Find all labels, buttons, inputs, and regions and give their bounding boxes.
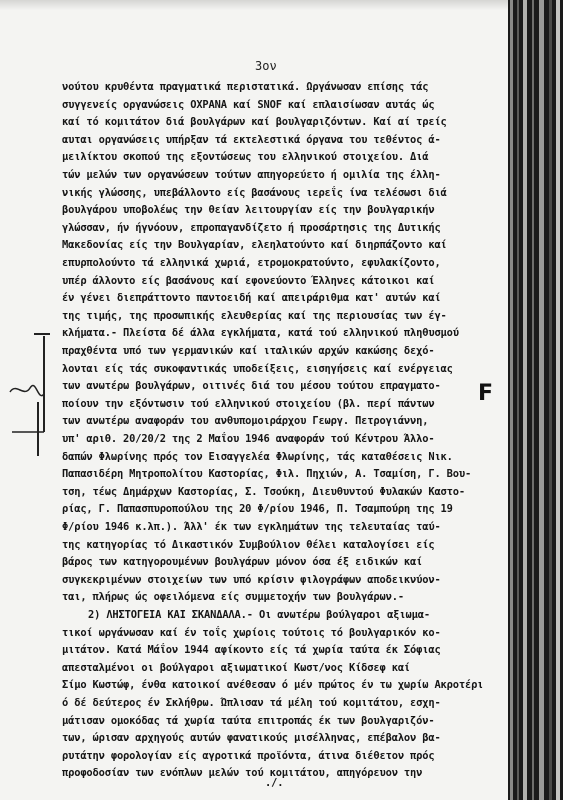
text-line: Φ/ρίου 1946 κ.λπ.). Άλλ' έκ των εγκλημάτων της τελευταίας ταύ- [62, 521, 441, 533]
text-line: μειλίκτου σκοπού της εξοντώσεως του ελληνικού στοιχείου. Διά [62, 151, 429, 164]
text-line: ποίουν την εξόντωσιν τού ελληνικού στοιχείου (βλ. περί πάντων [62, 397, 435, 410]
text-line: λονται είς τάς συκοφαντικάς υποδείξεις, εισηγήσεις καί ενέργειας [62, 362, 453, 375]
binding-edge [508, 0, 563, 800]
footer-mark: ./. [265, 777, 284, 789]
text-line: προφοδοσίαν των ενόπλων μελών τού κομιτάτου, απηγόρευον την [62, 767, 423, 780]
text-line: τικοί ωργάνωσαν καί έν τοΐς χωρίοις τούτοις τό βουλγαρικόν κο- [62, 626, 441, 639]
text-line: δαπών Φλωρίνης πρός τον Εισαγγελέα Φλωρίνης, τάς καταθέσεις Νικ. [62, 450, 453, 463]
page-number: 3ον [255, 59, 277, 73]
text-line: των ανωτέρω βουλγάρων, οιτινές διά του μέσου τούτου επραγματο- [62, 380, 441, 393]
text-line: υπ' αριθ. 20/20/2 της 2 Μαΐου 1946 αναφοράν τού Κέντρου Άλλο- [62, 433, 435, 445]
text-line: Σίμο Κωστώφ, ένθα κατοικοί ανέθεσαν ό μέν πρώτος έν τω χωρίω Ακροτέρι [62, 679, 484, 692]
text-line: ό δέ δεύτερος έν Σκλήθρω. Ώπλισαν τά μέλη τού κομιτάτου, εσχη- [62, 697, 441, 709]
text-line: τών μελών των οργανώσεων τούτων απηγορεύετο ή ομιλία της έλλη- [62, 169, 441, 181]
text-line: μιτάτον. Κατά Μάΐον 1944 αφίκοντο είς τά χωρία ταύτα έκ Σόφιας [62, 644, 441, 657]
text-line: ρίας, Γ. Παπασπυροπούλου της 20 Φ/ρίου 1946, Π. Τσαμπούρη της 19 [62, 503, 453, 516]
handwritten-margin-line [28, 400, 48, 458]
text-line: τση, τέως Δημάρχων Καστορίας, Σ. Τσούκη, Διευθυντού Φυλακών Καστο- [62, 485, 465, 498]
page-fold-shadow [0, 0, 508, 10]
text-line: 2) ΛΗΣΤΟΓΕΙΑ ΚΑΙ ΣΚΑΝΔΑΛΑ.- Οι ανωτέρω βούλγαροι αξιωμα- [88, 609, 430, 621]
margin-mark-f: F [478, 381, 494, 406]
text-line: της τιμής, της προσωπικής ελευθερίας καί της περιουσίας των έγ- [62, 309, 447, 322]
text-line: βουλγάρου υποβολέως την θείαν λειτουργίαν είς την βουλγαρικήν [62, 204, 435, 217]
text-line: συγκεκριμένων στοιχείων των υπό κρίσιν φιλογράφων αποδεικνύον- [62, 573, 441, 586]
text-line: Μακεδονίας είς την Βουλγαρίαν, ελεηλατούντο καί διηρπάζοντο καί [62, 239, 447, 252]
text-line: πραχθέντα υπό των γερμανικών καί ιταλικών αρχών κακώσης δεχό- [62, 345, 435, 357]
text-line: επυρπολούντο τά ελληνικά χωριά, ετρομοκρατούντο, εφυλακίζοντο, [62, 257, 441, 269]
text-line: βάρος των κατηγορουμένων βουλγάρων μόνον όσα έξ ειδικών καί [62, 556, 423, 569]
text-line: απεσταλμένοι οι βούλγαροι αξιωματικοί Κωστ/νος Κίδσεφ καί [62, 661, 411, 674]
text-line: έν γένει διεπράττοντο παντοειδή καί απειράριθμα κατ' αυτών καί [62, 292, 441, 305]
text-line: της κατηγορίας τό Δικαστικόν Συμβούλιον θέλει καταλογίσει είς [62, 538, 435, 551]
text-line: νούτου κρυθέντα πραγματικά περιστατικά. Ωργάνωσαν επίσης τάς [62, 81, 429, 93]
text-line: των, ώρισαν αρχηγούς αυτών φανατικούς μισέλληνας, επέβαλον βα- [62, 732, 441, 745]
text-line: των ανωτέρω αναφοράν του ανθυπομοιράρχου Γεωργ. Πετρογιάννη, [62, 415, 429, 428]
text-line: νικής γλώσσης, υπεβάλλοντο είς βασάνους ιερεΐς ίνα τελέσωσι διά [62, 186, 447, 199]
text-line: καί τό κομιτάτον διά βουλγάρων καί βουλγαριζόντων. Καί αί τρείς [62, 116, 447, 129]
text-line: συγγενείς οργανώσεις OXPANA καί SNOF καί επλαισίωσαν αυτάς ώς [62, 98, 435, 111]
text-line: ρυτάτην φορολογίαν είς αγροτικά προϊόντα, άτινα διέθετον πρός [62, 749, 435, 762]
text-line: υπέρ άλλοντο είς βασάνους καί εφονεύοντο Έλληνες κάτοικοι καί [62, 274, 435, 287]
text-line: μάτισαν ομοκόδας τά χωρία ταύτα επιτροπάς έκ των βουλγαριζόν- [62, 714, 435, 727]
text-line: κλήματα.- Πλείστα δέ άλλα εγκλήματα, κατά τού ελληνικού πληθυσμού [62, 327, 459, 340]
text-line: γλώσσαν, ήν ήγνόουν, επροπαγανδίζετο ή προσάρτησις της Δυτικής [62, 221, 441, 234]
text-line: Παπασιδέρη Μητροπολίτου Καστορίας, Φιλ. Πηχιών, Α. Τσαμίση, Γ. Βου- [62, 468, 472, 481]
text-line: ται, πλήρως ώς οφειλόμενα είς συμμετοχήν των βουλγάρων.- [62, 591, 404, 604]
text-line: αυται οργανώσεις υπήρξαν τά εκτελεστικά όργανα του τεθέντος ά- [62, 133, 441, 146]
